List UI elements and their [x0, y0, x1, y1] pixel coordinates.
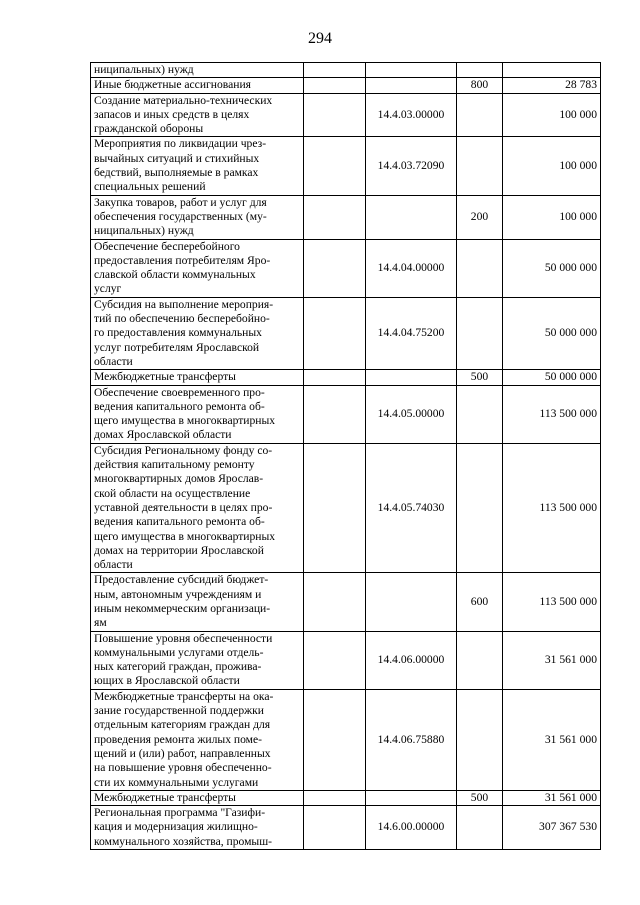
empty-cell	[304, 370, 366, 385]
row-name-line: кация и модернизация жилищно-	[94, 820, 258, 834]
row-name-line: ниципальных) нужд	[94, 224, 194, 238]
type-cell: 500	[457, 370, 503, 385]
amount-cell: 100 000	[503, 93, 601, 137]
row-name-line: области	[94, 558, 133, 572]
budget-table	[90, 62, 601, 850]
row-name-line: ниципальных) нужд	[94, 63, 194, 76]
table-row	[91, 443, 601, 573]
table-row	[91, 806, 601, 850]
row-name-line: Предоставление субсидий бюджет-	[94, 573, 269, 587]
row-name-line: Мероприятия по ликвидации чрез-	[94, 137, 267, 151]
row-name-cell	[91, 385, 304, 443]
code-cell: 14.4.03.72090	[366, 137, 457, 195]
row-name-line: Создание материально-технических	[94, 93, 273, 107]
row-name-line: обеспечения государственных (му-	[94, 209, 267, 223]
row-name-line: го предоставления коммунальных	[94, 326, 262, 340]
empty-cell	[304, 239, 366, 297]
table-row	[91, 195, 601, 239]
row-name-line: ных категорий граждан, прожива-	[94, 660, 262, 674]
row-name-line: ведения капитального ремонта об-	[94, 399, 265, 413]
type-cell	[457, 63, 503, 78]
amount-cell: 50 000 000	[503, 297, 601, 369]
type-cell: 500	[457, 790, 503, 805]
empty-cell	[304, 78, 366, 93]
code-cell: 14.4.06.00000	[366, 631, 457, 689]
type-cell: 600	[457, 573, 503, 631]
row-name-line: Региональная программа "Газифи-	[94, 806, 266, 820]
row-name-line: славской области коммунальных	[94, 268, 256, 282]
row-name-line: Субсидия на выполнение мероприя-	[94, 297, 274, 311]
row-name-cell	[91, 137, 304, 195]
empty-cell	[304, 790, 366, 805]
row-name-cell	[91, 573, 304, 631]
type-cell	[457, 806, 503, 850]
row-name-cell	[91, 631, 304, 689]
empty-cell	[304, 573, 366, 631]
amount-cell: 113 500 000	[503, 443, 601, 573]
table-row	[91, 297, 601, 369]
row-name-cell	[91, 239, 304, 297]
row-name-cell	[91, 443, 304, 573]
amount-cell: 31 561 000	[503, 790, 601, 805]
row-name-line: специальных решений	[94, 180, 206, 194]
code-cell: 14.4.04.00000	[366, 239, 457, 297]
row-name-line: иным некоммерческим организаци-	[94, 601, 271, 615]
row-name-cell	[91, 93, 304, 137]
row-name-line: зание государственной поддержки	[94, 704, 264, 718]
type-cell: 200	[457, 195, 503, 239]
row-name-line: ведения капитального ремонта об-	[94, 515, 265, 529]
code-cell	[366, 790, 457, 805]
row-name-cell	[91, 689, 304, 790]
row-name-line: ской области на осуществление	[94, 486, 251, 500]
table-row	[91, 63, 601, 78]
row-name-line: на повышение уровня обеспеченно-	[94, 761, 272, 775]
code-cell: 14.4.04.75200	[366, 297, 457, 369]
row-name-cell	[91, 78, 304, 93]
row-name-line: домах на территории Ярославской	[94, 543, 264, 557]
table-row	[91, 78, 601, 93]
row-name-line: услуг потребителям Ярославской	[94, 340, 260, 354]
empty-cell	[304, 631, 366, 689]
table-row	[91, 239, 601, 297]
row-name-line: щего имущества в многоквартирных	[94, 414, 276, 428]
row-name-cell	[91, 370, 304, 385]
row-name-line: сти их коммунальными услугами	[94, 775, 259, 789]
code-cell: 14.4.03.00000	[366, 93, 457, 137]
amount-cell: 100 000	[503, 137, 601, 195]
amount-cell: 50 000 000	[503, 239, 601, 297]
budget-table-body	[91, 63, 601, 850]
page-number: 294	[308, 30, 332, 47]
amount-cell: 50 000 000	[503, 370, 601, 385]
row-name-line: вычайных ситуаций и стихийных	[94, 151, 260, 165]
type-cell	[457, 297, 503, 369]
type-cell	[457, 631, 503, 689]
row-name-line: домах Ярославской области	[94, 428, 232, 442]
amount-cell: 28 783	[503, 78, 601, 93]
code-cell	[366, 195, 457, 239]
table-row	[91, 573, 601, 631]
code-cell	[366, 63, 457, 78]
table-row	[91, 137, 601, 195]
row-name-line: уставной деятельности в целях про-	[94, 500, 273, 514]
row-name-line: предоставления потребителям Яро-	[94, 253, 271, 267]
row-name-line: Субсидия Региональному фонду со-	[94, 443, 273, 457]
type-cell	[457, 385, 503, 443]
row-name-line: Межбюджетные трансферты	[94, 370, 236, 384]
row-name-line: Повышение уровня обеспеченности	[94, 631, 273, 645]
table-row	[91, 370, 601, 385]
amount-cell: 100 000	[503, 195, 601, 239]
row-name-line: Межбюджетные трансферты на ока-	[94, 689, 274, 703]
row-name-line: тий по обеспечению бесперебойно-	[94, 312, 270, 326]
row-name-line: Обеспечение своевременного про-	[94, 385, 265, 399]
row-name-cell	[91, 806, 304, 850]
row-name-line: щений и (или) работ, направленных	[94, 746, 271, 760]
row-name-line: многоквартирных домов Ярослав-	[94, 472, 264, 486]
table-row	[91, 689, 601, 790]
empty-cell	[304, 385, 366, 443]
type-cell	[457, 443, 503, 573]
amount-cell: 113 500 000	[503, 385, 601, 443]
amount-cell: 31 561 000	[503, 689, 601, 790]
row-name-line: бедствий, выполняемые в рамках	[94, 166, 259, 180]
row-name-line: отдельным категориям граждан для	[94, 718, 271, 732]
row-name-line: услуг	[94, 282, 122, 296]
row-name-line: ным, автономным учреждениям и	[94, 587, 262, 601]
table-row	[91, 631, 601, 689]
row-name-line: Межбюджетные трансферты	[94, 790, 236, 804]
empty-cell	[304, 443, 366, 573]
amount-cell: 113 500 000	[503, 573, 601, 631]
code-cell: 14.4.05.74030	[366, 443, 457, 573]
amount-cell: 31 561 000	[503, 631, 601, 689]
table-row	[91, 385, 601, 443]
row-name-line: Иные бюджетные ассигнования	[94, 78, 251, 92]
code-cell: 14.4.05.00000	[366, 385, 457, 443]
empty-cell	[304, 806, 366, 850]
row-name-cell	[91, 790, 304, 805]
empty-cell	[304, 195, 366, 239]
row-name-line: гражданской обороны	[94, 122, 204, 136]
table-row	[91, 790, 601, 805]
type-cell	[457, 137, 503, 195]
row-name-line: коммунального хозяйства, промыш-	[94, 834, 273, 848]
code-cell: 14.4.06.75880	[366, 689, 457, 790]
row-name-line: ям	[94, 616, 107, 630]
amount-cell	[503, 63, 601, 78]
type-cell	[457, 689, 503, 790]
row-name-line: ющих в Ярославской области	[94, 674, 240, 688]
empty-cell	[304, 93, 366, 137]
row-name-line: проведения ремонта жилых поме-	[94, 732, 263, 746]
type-cell: 800	[457, 78, 503, 93]
row-name-line: области	[94, 354, 133, 368]
empty-cell	[304, 137, 366, 195]
row-name-line: Закупка товаров, работ и услуг для	[94, 195, 267, 209]
row-name-cell	[91, 195, 304, 239]
row-name-line: коммунальными услугами отдель-	[94, 645, 264, 659]
code-cell	[366, 573, 457, 631]
empty-cell	[304, 63, 366, 78]
row-name-cell	[91, 297, 304, 369]
row-name-line: Обеспечение бесперебойного	[94, 239, 240, 253]
type-cell	[457, 93, 503, 137]
row-name-line: щего имущества в многоквартирных	[94, 529, 276, 543]
type-cell	[457, 239, 503, 297]
empty-cell	[304, 297, 366, 369]
code-cell	[366, 78, 457, 93]
code-cell	[366, 370, 457, 385]
row-name-line: действия капитальному ремонту	[94, 458, 255, 472]
amount-cell: 307 367 530	[503, 806, 601, 850]
empty-cell	[304, 689, 366, 790]
code-cell: 14.6.00.00000	[366, 806, 457, 850]
row-name-line: запасов и иных средств в целях	[94, 107, 250, 121]
row-name-cell	[91, 63, 304, 78]
table-row	[91, 93, 601, 137]
